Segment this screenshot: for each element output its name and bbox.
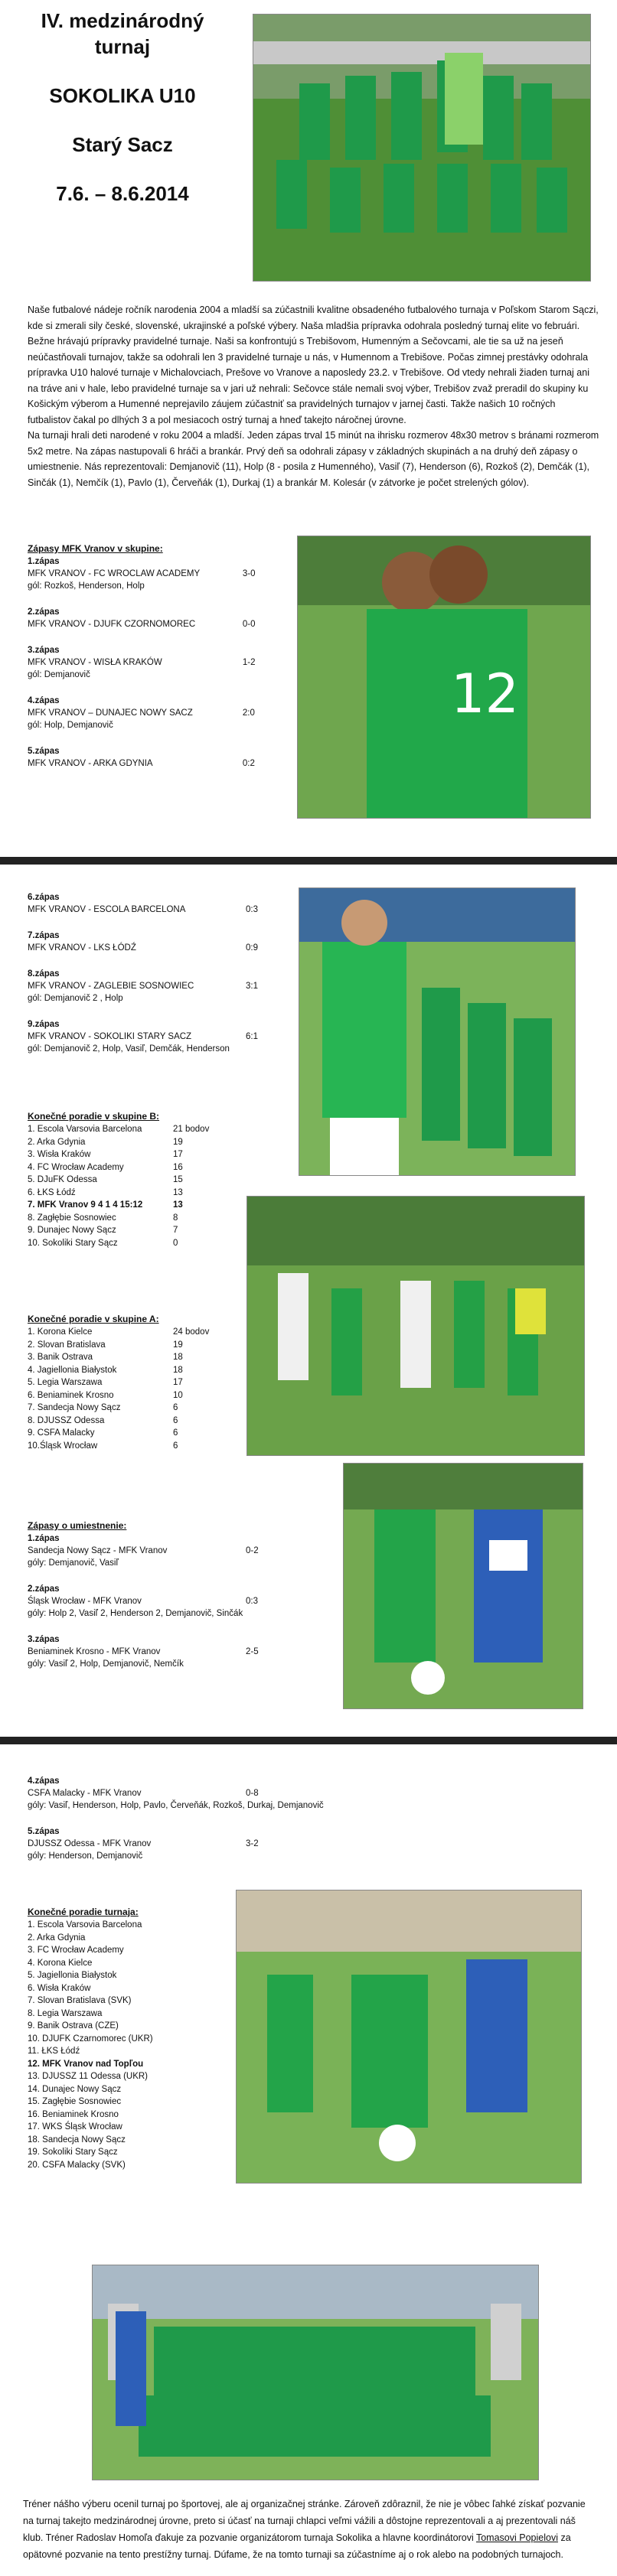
match-teams: MFK VRANOV - ZAGLEBIE SOSNOWIEC: [28, 982, 194, 991]
standing-points: 15: [173, 1175, 183, 1184]
standing-team: 1. Korona Kielce: [28, 1327, 93, 1337]
standing-team: 14. Dunajec Nowy Sącz: [28, 2084, 122, 2094]
page-divider-2: [0, 1737, 617, 1744]
standing-team: 6. ŁKS Łódź: [28, 1187, 76, 1197]
match-score: 6:1: [246, 1032, 258, 1041]
title-block: [23, 8, 222, 207]
match-score: 0-8: [246, 1789, 259, 1798]
match-teams: Śląsk Wrocław - MFK Vranov: [28, 1597, 142, 1606]
match-number: 9.zápas: [28, 1020, 60, 1029]
standing-row: [28, 1364, 288, 1377]
standing-row: [28, 1402, 288, 1415]
match-photo-1: [246, 1196, 585, 1456]
standing-row: [28, 1957, 227, 1970]
match-block: [28, 1532, 318, 1569]
match-teams: Sandecja Nowy Sącz - MFK Vranov: [28, 1546, 168, 1555]
group-matches-1: [28, 542, 288, 783]
standing-row: [28, 1427, 288, 1440]
standing-row: [28, 1339, 288, 1352]
standing-points: 19: [173, 1340, 183, 1350]
standing-team: 10.Śląsk Wrocław: [28, 1441, 98, 1451]
match-score: 3-2: [246, 1839, 259, 1848]
placement-matches-2: [28, 1775, 364, 1876]
match-number: 3.zápas: [28, 646, 60, 655]
match-row: [28, 757, 288, 770]
conclusion-text-1: Tréner nášho výberu ocenil turnaj po športovej, ale aj organizačnej stránke. Zároveň zdôraznil, že nie je vôbec ľahké získať pozvanie na turnaj takejto medzinárodnej úrovne, preto si účasť na turnaji chlapci veľmi vážili a dôstojne reprezentovali a aj prezentovali náš klub. Tréner Radoslav Homoľa ďakuje za pozvanie organizátorom turnaja Sokolika a hlavne koordinátorovi: [23, 2499, 586, 2543]
title-line-2: turnaj: [94, 35, 151, 58]
match-row: [28, 568, 288, 580]
standing-row: [28, 2109, 227, 2122]
match-teams: MFK VRANOV - FC WROCLAW ACADEMY: [28, 569, 201, 578]
standing-points: 0: [173, 1238, 178, 1248]
standings-a: [28, 1312, 288, 1452]
standing-row: [28, 1995, 227, 2008]
standing-team: 4. Jagiellonia Białystok: [28, 1365, 117, 1375]
match-block: [28, 1583, 318, 1620]
standing-team: 8. DJUSSZ Odessa: [28, 1415, 105, 1425]
match-photo-3: [236, 1890, 582, 2184]
standing-row: [28, 2020, 227, 2033]
standing-points: 7: [173, 1226, 178, 1235]
match-teams: MFK VRANOV – DUNAJEC NOWY SACZ: [28, 708, 193, 718]
match-row: [28, 1595, 318, 1607]
match-number: 4.zápas: [28, 696, 60, 705]
standing-team: 9. Dunajec Nowy Sącz: [28, 1226, 116, 1235]
standing-team: 2. Arka Gdynia: [28, 1137, 86, 1147]
standing-points: 8: [173, 1213, 178, 1223]
match-teams: Beniaminek Krosno - MFK Vranov: [28, 1647, 161, 1656]
match-block: [28, 1018, 303, 1055]
standing-row: [28, 2096, 227, 2109]
standing-row: [28, 2070, 227, 2083]
intro-paragraph-2: Na turnaji hrali deti narodené v roku 2004 a mladší. Jeden zápas trval 15 minút na ihrisku rozmerov 48x30 metrov s bránami rozmerom 5x2 metre. Na zápas nastupovali 6 hráči a brankár. Prvý deň sa odohrali zápasy v základných skupinách a na druhý deň zápasy o umiestnenie. Nás reprezentovali: Demjanovič (11), Holp (8 - posila z Humenného), Vasiľ (7), Henderson (6), Rozkoš (2), Demčák (1), Sinčák (1), Nemčík (1), Pavlo (1), Červeňák (1), Durkaj (1) a brankár M. Kolesár (v zátvorke je počet strelených gólov).: [28, 430, 599, 488]
match-number: 8.zápas: [28, 969, 60, 979]
standing-team: 15. Zagłębie Sosnowiec: [28, 2097, 122, 2106]
final-standings: [28, 1905, 227, 2171]
standing-row: [28, 1174, 288, 1187]
match-teams: MFK VRANOV - DJUFK CZORNOMOREC: [28, 620, 196, 629]
title-line-4: Starý Sacz: [72, 133, 173, 156]
standing-row: [28, 1919, 227, 1932]
standing-row: [28, 1440, 288, 1453]
match-score: 0:2: [242, 759, 255, 768]
match-score: 2:0: [242, 708, 255, 718]
match-block: [28, 968, 303, 1005]
standing-team: 7. Slovan Bratislava (SVK): [28, 1996, 132, 2005]
final-standings-heading: Konečné poradie turnaja:: [28, 1907, 139, 1917]
match-goals: góly: Henderson, Demjanovič: [28, 1851, 143, 1861]
placement-matches: [28, 1519, 318, 1684]
match-block: [28, 1775, 364, 1812]
match-block: [28, 1633, 318, 1670]
match-goals: góly: Holp 2, Vasiľ 2, Henderson 2, Demjanovič, Sinčák: [28, 1609, 243, 1618]
match-goals: góly: Demjanovič, Vasiľ: [28, 1558, 119, 1568]
match-teams: MFK VRANOV - LKS ŁÓDŹ: [28, 943, 136, 953]
match-block: [28, 891, 303, 916]
match-number: 1.zápas: [28, 1534, 60, 1543]
title-line-3: SOKOLIKA U10: [49, 84, 196, 107]
match-row: [28, 1646, 318, 1658]
standing-row: [28, 1389, 288, 1402]
team-photo: [253, 14, 591, 282]
group-heading: Zápasy MFK Vranov v skupine:: [28, 543, 163, 554]
standing-team: 5. Legia Warszawa: [28, 1378, 103, 1387]
standing-team: 8. Legia Warszawa: [28, 2008, 103, 2018]
standing-team: 1. Escola Varsovia Barcelona: [28, 1125, 142, 1134]
standing-row: [28, 2146, 227, 2159]
match-teams: MFK VRANOV - ARKA GDYNIA: [28, 759, 153, 768]
standing-team: 6. Wisła Kraków: [28, 1983, 91, 1993]
standing-team: 7. MFK Vranov 9 4 1 4 15:12: [28, 1200, 143, 1210]
standing-team: 9. CSFA Malacky: [28, 1428, 95, 1438]
match-number: 2.zápas: [28, 1584, 60, 1594]
standing-row: [28, 2121, 227, 2134]
standing-team: 17. WKS Śląsk Wrocław: [28, 2122, 122, 2131]
coach-photo: [299, 887, 576, 1176]
match-block: [28, 1825, 364, 1862]
standing-points: 16: [173, 1162, 183, 1172]
match-goals: gól: Demjanovič: [28, 670, 90, 679]
standing-points: 24 bodov: [173, 1327, 210, 1337]
standing-team: 4. Korona Kielce: [28, 1958, 93, 1968]
standings-b-heading: Konečné poradie v skupine B:: [28, 1111, 160, 1122]
group-matches-2: [28, 891, 303, 1069]
match-row: [28, 1031, 303, 1043]
match-number: 6.zápas: [28, 893, 60, 902]
standing-row: [28, 2008, 227, 2021]
standing-team: 1. Escola Varsovia Barcelona: [28, 1920, 142, 1930]
article-intro: [28, 302, 600, 490]
standing-points: 17: [173, 1378, 183, 1387]
standing-team: 10. Sokoliki Stary Sącz: [28, 1238, 118, 1248]
coordinator-name: Tomasovi Popielovi: [475, 2532, 558, 2543]
standing-team: 19. Sokoliki Stary Sącz: [28, 2148, 118, 2157]
standing-points: 18: [173, 1365, 183, 1375]
match-block: [28, 695, 288, 731]
match-row: [28, 904, 303, 916]
standing-team: 11. ŁKS Łódź: [28, 2047, 80, 2056]
intro-paragraph: Naše futbalové nádeje ročník narodenia 2004 a mladší sa zúčastnili kvalitne obsadeného futbalového turnaja v Poľskom Starom Sączi, kde si zmerali sily české, slovenské, ukrajinské a poľské výbery. Naša mladšia prípravka odohrala posledný turnaj elite vo februári. Bežne hrávajú prípravky pravidelné turnaje. Naši sa konfrontujú s Trebišovom, Humenným a Sečovcami, ale tie sa už na jeseň neúčastňovali turnajov, takže sa odohrali len 3 pravidelné turnaje u nás, v Humennom a Trebišove. Počas zimnej prestávky odohrala prípravka U10 halové turnaje v Michalovciach, Prešove vo Vranove a naposledy 23.2. v Trebišove. Od vtedy nehrali žiaden turnaj ani na tráve ani v hale, lebo pravidelné turnaje sa v jari už nehrali: Sečovce stále nemali svoj výber, Trebišov zvaž preradil do skupiny ku Košickým výberom a Humenné neprejavilo záujem zúčastniť sa pravidelných turnajov v jarnej časti. Takže našich 10 ročných futbalistov čakal po dlhých 3 a pol mesiacoch ostrý turnaj a hneď takejto náročnej úrovne.: [28, 304, 599, 425]
match-teams: MFK VRANOV - WISŁA KRAKÓW: [28, 658, 162, 667]
match-score: 0:9: [246, 943, 258, 953]
standing-points: 6: [173, 1441, 178, 1451]
standing-points: 6: [173, 1415, 178, 1425]
match-teams: MFK VRANOV - ESCOLA BARCELONA: [28, 905, 186, 914]
match-number: 7.zápas: [28, 931, 60, 940]
match-row: [28, 980, 303, 992]
match-goals: góly: Vasiľ, Henderson, Holp, Pavlo, Červeňák, Rozkoš, Durkaj, Demjanovič: [28, 1801, 324, 1810]
match-score: 0:3: [246, 1597, 258, 1606]
match-number: 3.zápas: [28, 1635, 60, 1644]
standing-row: [28, 1161, 288, 1174]
standing-row: [28, 1136, 288, 1149]
match-number: 5.zápas: [28, 747, 60, 756]
match-block: [28, 555, 288, 592]
standing-team: 6. Beniaminek Krosno: [28, 1390, 114, 1400]
standing-points: 19: [173, 1137, 183, 1147]
match-score: 0-0: [242, 620, 256, 629]
standing-team: 8. Zagłębie Sosnowiec: [28, 1213, 116, 1223]
match-score: 3:1: [246, 982, 258, 991]
standing-row: [28, 1969, 227, 1982]
match-number: 5.zápas: [28, 1827, 60, 1836]
title-line-5: 7.6. – 8.6.2014: [56, 182, 189, 205]
match-block: [28, 745, 288, 770]
match-goals: gól: Demjanovič 2, Holp, Vasiľ, Demčák, Henderson: [28, 1044, 230, 1054]
standing-team: 18. Sandecja Nowy Sącz: [28, 2135, 126, 2144]
standing-row: [28, 1944, 227, 1957]
standing-row: [28, 1376, 288, 1389]
match-row: [28, 707, 288, 719]
svg-text:12: 12: [451, 663, 520, 725]
standing-points: 21 bodov: [173, 1125, 210, 1134]
match-score: 0-2: [246, 1546, 259, 1555]
match-row: [28, 618, 288, 630]
standing-team: 2. Slovan Bratislava: [28, 1340, 106, 1350]
standing-points: 6: [173, 1403, 178, 1412]
standing-row: [28, 2058, 227, 2071]
match-goals: gól: Rozkoš, Henderson, Holp: [28, 581, 145, 591]
match-teams: CSFA Malacky - MFK Vranov: [28, 1789, 142, 1798]
match-row: [28, 1787, 364, 1799]
standing-team: 13. DJUSSZ 11 Odessa (UKR): [28, 2072, 149, 2081]
match-block: [28, 644, 288, 681]
match-score: 1-2: [242, 658, 256, 667]
standing-team: 2. Arka Gdynia: [28, 1933, 86, 1943]
standing-team: 3. FC Wrocław Academy: [28, 1946, 124, 1955]
standing-team: 4. FC Wrocław Academy: [28, 1162, 124, 1172]
standing-points: 13: [173, 1187, 183, 1197]
standing-points: 17: [173, 1150, 183, 1159]
standings-a-heading: Konečné poradie v skupine A:: [28, 1314, 159, 1324]
standing-points: 18: [173, 1353, 183, 1362]
standing-team: 10. DJUFK Czarnomorec (UKR): [28, 2034, 153, 2044]
match-block: [28, 606, 288, 630]
match-goals: gól: Holp, Demjanovič: [28, 721, 113, 730]
standing-row: [28, 1415, 288, 1428]
article-conclusion: [23, 2496, 597, 2563]
standing-points: 6: [173, 1428, 178, 1438]
standing-points: 13: [173, 1200, 183, 1210]
match-row: [28, 1838, 364, 1850]
match-number: 2.zápas: [28, 607, 60, 617]
match-score: 3-0: [242, 569, 256, 578]
match-goals: góly: Vasiľ 2, Holp, Demjanovič, Nemčík: [28, 1659, 184, 1669]
conclusion-text-2: za opätovné pozvanie na tento prestížny turnaj. Dúfame, že na tomto turnaji sa zúčastníme aj o rok alebo na podobných turnajoch.: [23, 2532, 571, 2560]
standing-row: [28, 1148, 288, 1161]
standing-row: [28, 2033, 227, 2046]
celebration-photo: [297, 536, 591, 819]
standing-team: 9. Banik Ostrava (CZE): [28, 2021, 119, 2031]
standing-row: [28, 1351, 288, 1364]
match-teams: MFK VRANOV - SOKOLIKI STARY SACZ: [28, 1032, 192, 1041]
match-row: [28, 1545, 318, 1557]
group-photo: [92, 2265, 539, 2480]
standing-team: 7. Sandecja Nowy Sącz: [28, 1403, 121, 1412]
standing-row: [28, 1982, 227, 1995]
match-row: [28, 656, 288, 669]
match-goals: gól: Demjanovič 2 , Holp: [28, 994, 123, 1003]
match-number: 4.zápas: [28, 1776, 60, 1786]
standing-row: [28, 1123, 288, 1136]
standing-team: 12. MFK Vranov nad Topľou: [28, 2059, 144, 2069]
match-block: [28, 930, 303, 954]
standing-row: [28, 2045, 227, 2058]
page-divider-1: [0, 857, 617, 865]
standing-team: 20. CSFA Malacky (SVK): [28, 2160, 126, 2170]
match-teams: DJUSSZ Odessa - MFK Vranov: [28, 1839, 152, 1848]
match-photo-2: [343, 1463, 583, 1709]
standing-points: 10: [173, 1390, 183, 1400]
standing-team: 16. Beniaminek Krosno: [28, 2109, 119, 2119]
placement-heading: Zápasy o umiestnenie:: [28, 1520, 127, 1531]
standing-row: [28, 2134, 227, 2147]
title-line-1: IV. medzinárodný: [41, 9, 204, 32]
standing-row: [28, 2083, 227, 2096]
standing-team: 3. Wisła Kraków: [28, 1150, 91, 1159]
standing-team: 3. Banik Ostrava: [28, 1353, 93, 1362]
standing-row: [28, 1326, 288, 1339]
standing-team: 5. DJuFK Odessa: [28, 1175, 97, 1184]
match-score: 2-5: [246, 1647, 259, 1656]
match-number: 1.zápas: [28, 557, 60, 566]
standing-row: [28, 2159, 227, 2172]
match-score: 0:3: [246, 905, 258, 914]
standing-row: [28, 1932, 227, 1945]
match-row: [28, 942, 303, 954]
standing-team: 5. Jagiellonia Białystok: [28, 1971, 117, 1980]
